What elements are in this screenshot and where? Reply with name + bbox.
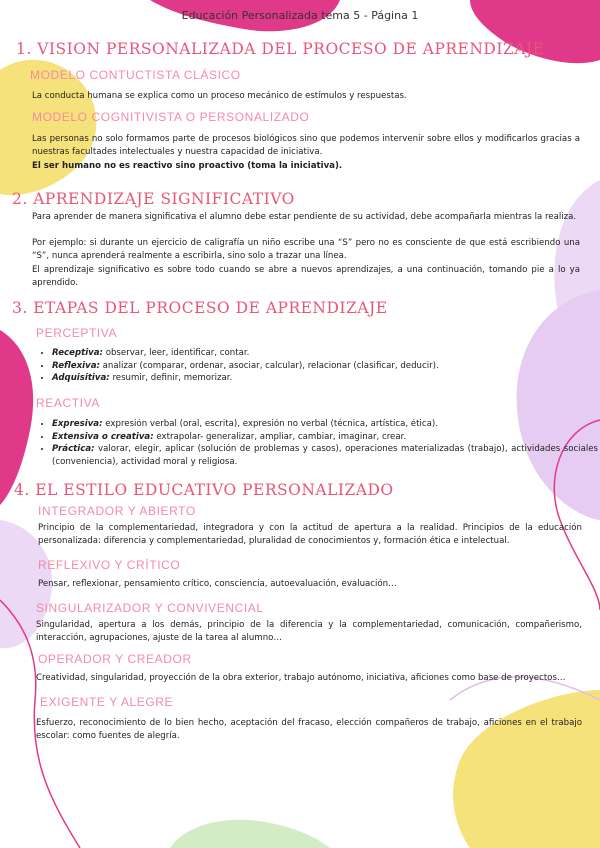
list-item-term: Receptiva: bbox=[52, 348, 103, 358]
section-4-subtitle-5: EXIGENTE Y ALEGRE bbox=[40, 695, 174, 709]
section-1-title: 1. VISION PERSONALIZADA DEL PROCESO DE APRENDIZAJE bbox=[16, 40, 545, 58]
list-item-text: resumir, definir, memorizar. bbox=[109, 373, 233, 384]
section-3-title: 3. ETAPAS DEL PROCESO DE APRENDIZAJE bbox=[12, 299, 388, 317]
page-header: Educación Personalizada tema 5 - Página 1 bbox=[181, 9, 419, 22]
list-item bbox=[52, 443, 598, 468]
section-4-subtitle-4: OPERADOR Y CREADOR bbox=[38, 652, 192, 666]
section-2-paragraph-2: Por ejemplo: si durante un ejercicio de caligrafía un niño escribe una “S” pero no es consciente de que está escribiendo una “S”, nunca aprenderá realmente a escribirla, sino solo a trazar una línea. bbox=[32, 238, 580, 261]
section-1-paragraph-2-bold bbox=[32, 160, 580, 173]
list-item-text: valorar, elegir, aplicar (solución de problemas y casos), operaciones materializadas (trabajo), actividades sociales (conveniencia), actividad moral y religiosa. bbox=[52, 444, 598, 467]
section-4-paragraph-1: Principio de la complementariedad, integradora y con la actitud de apertura a la realidad. Principios de la educación personalizada: diferencia y complementariedad, pluralidad de conocimientos y, formación ética e intelectual. bbox=[38, 523, 582, 546]
list-item-term: Reflexiva: bbox=[52, 360, 100, 371]
section-4-paragraph-4: Creatividad, singularidad, proyección de la obra exterior, trabajo autónomo, iniciativa, aficiones como base de proyectos… bbox=[36, 673, 566, 683]
section-4-paragraph-3: Singularidad, apertura a los demás, principio de la diferencia y la complementariedad, comunicación, compañerismo, interacción, agrupaciones, ajuste de la tarea al alumno… bbox=[36, 620, 582, 643]
list-item-term: Adquisitiva: bbox=[52, 373, 110, 384]
section-1-paragraph-2: Las personas no solo formamos parte de procesos biológicos sino que podemos intervenir sobre ellos y modificarlos gracias a nuestras facultades intelectuales y nuestra capacidad de iniciativa. bbox=[32, 134, 580, 157]
section-4-paragraph-5: Esfuerzo, reconocimiento de lo bien hecho, aceptación del fracaso, elección compañeros de trabajo, aficiones en el trabajo escolar: como fuentes de alegría. bbox=[36, 718, 582, 741]
list-item-term: Práctica: bbox=[52, 444, 95, 455]
list-item-text: observar, leer, identificar, contar. bbox=[102, 348, 250, 358]
list-item bbox=[52, 431, 598, 444]
list-item-text: extrapolar- generalizar, ampliar, cambiar, imaginar, crear. bbox=[153, 431, 407, 442]
section-4-subtitle-3: SINGULARIZADOR Y CONVIVENCIAL bbox=[36, 601, 264, 615]
section-4-subtitle-2: REFLEXIVO Y CRÍTICO bbox=[38, 558, 181, 572]
section-1-subtitle-2: MODELO COGNITIVISTA O PERSONALIZADO bbox=[32, 110, 310, 124]
section-4-subtitle-1: INTEGRADOR Y ABIERTO bbox=[38, 504, 196, 518]
list-item bbox=[52, 418, 598, 431]
reactiva-list bbox=[36, 418, 598, 468]
list-item bbox=[52, 347, 572, 360]
section-2-paragraph-3: El aprendizaje significativo es sobre todo cuando se abre a nuevos aprendizajes, a una continuación, tomando pie a lo ya aprendido. bbox=[32, 265, 580, 288]
section-2-paragraph-1: Para aprender de manera significativa el alumno debe estar pendiente de su actividad, debe acompañarla mientras la realiza. bbox=[32, 212, 577, 222]
bold-statement: El ser humano no es reactivo sino proactivo (toma la iniciativa). bbox=[32, 161, 343, 171]
section-2-title: 2. APRENDIZAJE SIGNIFICATIVO bbox=[12, 190, 295, 208]
perceptiva-list bbox=[36, 347, 572, 385]
section-1-paragraph-1: La conducta humana se explica como un proceso mecánico de estímulos y respuestas. bbox=[32, 91, 407, 101]
section-1-subtitle-1: MODELO CONTUCTISTA CLÁSICO bbox=[30, 68, 241, 82]
list-item-text: analizar (comparar, ordenar, asociar, calcular), relacionar (clasificar, deducir). bbox=[99, 360, 439, 371]
list-item bbox=[52, 360, 572, 373]
list-item bbox=[52, 372, 572, 385]
list-item-text: expresión verbal (oral, escrita), expresión no verbal (técnica, artística, ética). bbox=[102, 419, 438, 429]
list-item-term: Extensiva o creativa: bbox=[52, 431, 154, 442]
list-item-term: Expresiva: bbox=[52, 419, 103, 429]
section-4-paragraph-2: Pensar, reflexionar, pensamiento crítico, consciencia, autoevaluación, evaluación… bbox=[38, 579, 397, 589]
section-3-subtitle-perceptiva: PERCEPTIVA bbox=[36, 326, 118, 340]
section-4-title: 4. EL ESTILO EDUCATIVO PERSONALIZADO bbox=[14, 481, 394, 499]
section-3-subtitle-reactiva: REACTIVA bbox=[36, 396, 100, 410]
